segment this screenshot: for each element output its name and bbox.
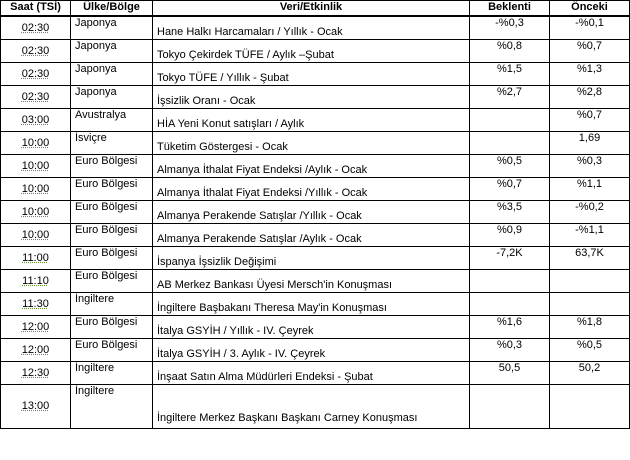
row-previous: %0,7 (550, 109, 630, 132)
row-expected: %1,5 (470, 63, 550, 86)
row-expected: -%0,3 (470, 16, 550, 40)
table-row (1, 132, 630, 155)
row-expected: %1,6 (470, 316, 550, 339)
row-expected: %3,5 (470, 201, 550, 224)
row-expected: %0,3 (470, 339, 550, 362)
row-event: Hane Halkı Harcamaları / Yıllık - Ocak (153, 16, 470, 40)
row-event: İngiltere Başbakanı Theresa May'in Konuşması (153, 293, 470, 316)
row-event: Tüketim Göstergesi - Ocak (153, 132, 470, 155)
table-row (1, 362, 630, 385)
row-time: 10:00 (1, 201, 71, 224)
table-body (1, 16, 630, 429)
row-previous: %1,8 (550, 316, 630, 339)
header-expected: Beklenti (470, 1, 550, 17)
row-time: 11:10 (1, 270, 71, 293)
table-row (1, 40, 630, 63)
row-event: Tokyo Çekirdek TÜFE / Aylık –Şubat (153, 40, 470, 63)
row-country: İngiltere (71, 293, 153, 316)
table-row (1, 385, 630, 429)
row-country: Euro Bölgesi (71, 201, 153, 224)
row-event: Almanya Perakende Satışlar /Yıllık - Ocak (153, 201, 470, 224)
table-row (1, 201, 630, 224)
row-event: İtalya GSYİH / 3. Aylık - IV. Çeyrek (153, 339, 470, 362)
table-row (1, 86, 630, 109)
table-row (1, 270, 630, 293)
row-time: 02:30 (1, 16, 71, 40)
header-time: Saat (TSİ) (1, 1, 71, 17)
header-previous: Önceki (550, 1, 630, 17)
row-expected (470, 132, 550, 155)
row-previous: -%1,1 (550, 224, 630, 247)
row-expected (470, 385, 550, 429)
row-country: Avustralya (71, 109, 153, 132)
row-country: Japonya (71, 40, 153, 63)
row-expected: 50,5 (470, 362, 550, 385)
row-time: 10:00 (1, 224, 71, 247)
row-event: Almanya İthalat Fiyat Endeksi /Yıllık - Ocak (153, 178, 470, 201)
row-previous: %1,3 (550, 63, 630, 86)
table-row (1, 224, 630, 247)
row-expected (470, 270, 550, 293)
row-previous: %0,5 (550, 339, 630, 362)
header-row (1, 1, 630, 17)
row-country: İngiltere (71, 362, 153, 385)
row-country: Japonya (71, 16, 153, 40)
row-expected (470, 109, 550, 132)
row-event: İşsizlik Oranı - Ocak (153, 86, 470, 109)
row-previous: 63,7K (550, 247, 630, 270)
row-previous: %0,7 (550, 40, 630, 63)
table-row (1, 293, 630, 316)
row-event: İspanya İşsizlik Değişimi (153, 247, 470, 270)
row-time: 10:00 (1, 178, 71, 201)
row-country: Euro Bölgesi (71, 178, 153, 201)
row-time: 12:00 (1, 339, 71, 362)
row-country: İngiltere (71, 385, 153, 429)
row-event: İnşaat Satın Alma Müdürleri Endeksi - Şubat (153, 362, 470, 385)
row-time: 12:00 (1, 316, 71, 339)
row-previous (550, 270, 630, 293)
row-time: 12:30 (1, 362, 71, 385)
row-expected (470, 293, 550, 316)
row-previous: -%0,1 (550, 16, 630, 40)
row-country: İsviçre (71, 132, 153, 155)
row-expected: %2,7 (470, 86, 550, 109)
row-expected: %0,7 (470, 178, 550, 201)
header-country: Ülke/Bölge (71, 1, 153, 17)
row-previous: %0,3 (550, 155, 630, 178)
row-time: 13:00 (1, 385, 71, 429)
table-row (1, 109, 630, 132)
header-event: Veri/Etkinlik (153, 1, 470, 17)
row-event: İngiltere Merkez Başkanı Başkanı Carney Konuşması (153, 385, 470, 429)
table-row (1, 178, 630, 201)
table-row (1, 63, 630, 86)
row-country: Euro Bölgesi (71, 270, 153, 293)
row-previous: -%0,2 (550, 201, 630, 224)
row-previous: 50,2 (550, 362, 630, 385)
row-previous (550, 293, 630, 316)
row-event: İtalya GSYİH / Yıllık - IV. Çeyrek (153, 316, 470, 339)
row-time: 02:30 (1, 63, 71, 86)
row-previous: %1,1 (550, 178, 630, 201)
row-country: Euro Bölgesi (71, 155, 153, 178)
table-row (1, 16, 630, 40)
row-country: Japonya (71, 63, 153, 86)
row-expected: %0,8 (470, 40, 550, 63)
row-country: Japonya (71, 86, 153, 109)
row-event: Tokyo TÜFE / Yıllık - Şubat (153, 63, 470, 86)
table-row (1, 339, 630, 362)
row-previous: 1,69 (550, 132, 630, 155)
table-row (1, 247, 630, 270)
table-row (1, 155, 630, 178)
row-previous: %2,8 (550, 86, 630, 109)
row-time: 10:00 (1, 155, 71, 178)
row-previous (550, 385, 630, 429)
row-event: Almanya İthalat Fiyat Endeksi /Aylık - Ocak (153, 155, 470, 178)
row-time: 02:30 (1, 86, 71, 109)
row-time: 03:00 (1, 109, 71, 132)
row-time: 11:30 (1, 293, 71, 316)
row-country: Euro Bölgesi (71, 247, 153, 270)
row-expected: %0,5 (470, 155, 550, 178)
row-country: Euro Bölgesi (71, 339, 153, 362)
row-expected: %0,9 (470, 224, 550, 247)
row-expected: -7,2K (470, 247, 550, 270)
row-country: Euro Bölgesi (71, 316, 153, 339)
row-time: 11:00 (1, 247, 71, 270)
table-row (1, 316, 630, 339)
row-event: HİA Yeni Konut satışları / Aylık (153, 109, 470, 132)
row-country: Euro Bölgesi (71, 224, 153, 247)
row-event: Almanya Perakende Satışlar /Aylık - Ocak (153, 224, 470, 247)
row-event: AB Merkez Bankası Üyesi Mersch'in Konuşması (153, 270, 470, 293)
row-time: 10:00 (1, 132, 71, 155)
row-time: 02:30 (1, 40, 71, 63)
